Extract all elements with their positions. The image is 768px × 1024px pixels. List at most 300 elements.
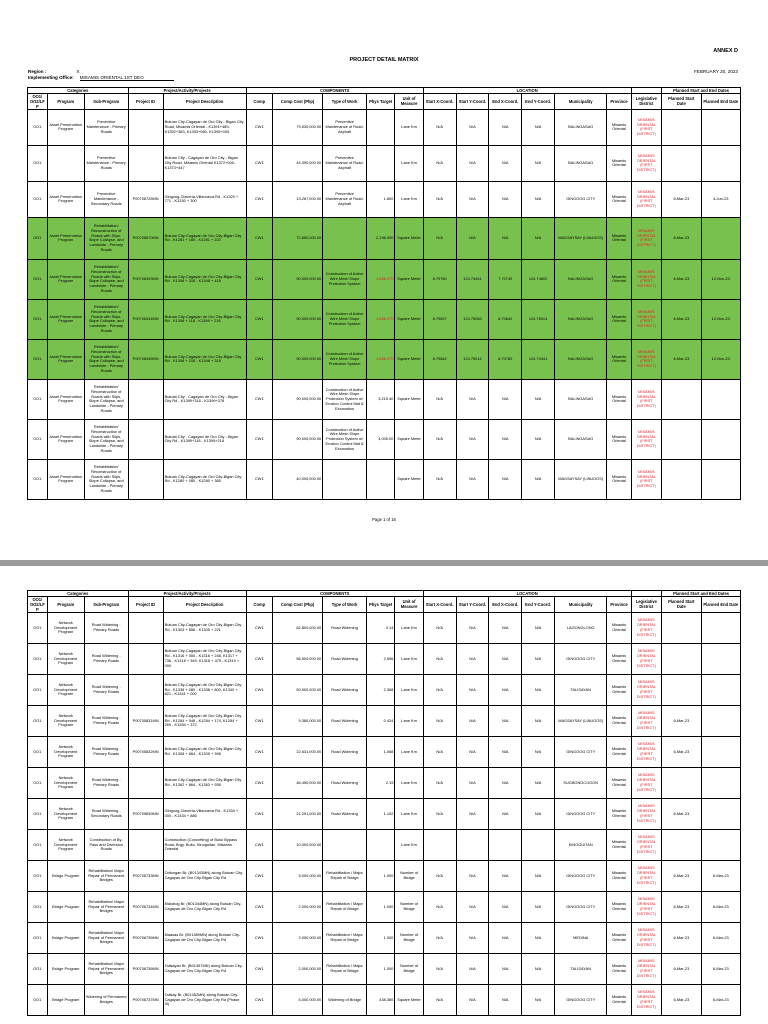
cell-pid: [128, 829, 163, 860]
cell-program: Asset Preservation Program: [47, 379, 84, 419]
cell-sy: N/A: [456, 181, 489, 217]
cell-comp: CW1: [246, 339, 272, 379]
cell-program: Bridge Program: [47, 891, 84, 922]
cell-ex: N/A: [489, 705, 522, 736]
cell-comp: CW1: [246, 984, 272, 1015]
cell-oo: OO1: [28, 705, 48, 736]
cell-program: Network Development Program: [47, 612, 84, 643]
cell-unit: Lane Km: [395, 674, 423, 705]
cell-start: 6-Mar-23: [662, 736, 701, 767]
cell-muni: GINGOOG CITY: [554, 860, 606, 891]
cell-program: Asset Preservation Program: [47, 459, 84, 499]
cell-work: Road Widening: [323, 674, 367, 705]
cell-ey: N/A: [522, 181, 555, 217]
cell-muni: TALISAYAN: [554, 953, 606, 984]
cell-target: [366, 459, 394, 499]
cell-sub: Rehabilitation/ Reconstruction of Roads with Slips, Slope Collapse, and Landslide - Primary Roads: [84, 339, 128, 379]
cell-district: MISAMIS ORIENTAL (FIRST DISTRICT): [631, 736, 662, 767]
cell-target: 1.068: [366, 736, 394, 767]
cell-program: Network Development Program: [47, 767, 84, 798]
cell-end: [701, 705, 740, 736]
cell-ey: N/A: [522, 953, 555, 984]
cell-sy: 124.75014: [456, 339, 489, 379]
cell-muni: GINGOOG CITY: [554, 891, 606, 922]
cell-sy: [456, 829, 489, 860]
cell-work: Road Widening: [323, 736, 367, 767]
cell-target: 1.000: [366, 953, 394, 984]
cell-ey: N/A: [522, 891, 555, 922]
cell-muni: GINGOOG CITY: [554, 643, 606, 674]
cell-start: 6-Mar-23: [662, 299, 701, 339]
cell-ex: N/A: [489, 798, 522, 829]
column-header: Unit of Measure: [395, 597, 423, 613]
cell-prov: Misamis Oriental: [607, 984, 631, 1015]
cell-end: [701, 767, 740, 798]
cell-district: MISAMIS ORIENTAL (FIRST DISTRICT): [631, 612, 662, 643]
cell-pid: [128, 674, 163, 705]
cell-program: Network Development Program: [47, 798, 84, 829]
cell-sub: Construction of By-Pass and Diversion Roads: [84, 829, 128, 860]
cell-unit: Number of Bridge: [395, 922, 423, 953]
cell-prov: Misamis Oriental: [607, 299, 631, 339]
cell-district: MISAMIS ORIENTAL (FIRST DISTRICT): [631, 459, 662, 499]
cell-district: MISAMIS ORIENTAL (FIRST DISTRICT): [631, 379, 662, 419]
cell-sy: N/A: [456, 674, 489, 705]
cell-ex: N/A: [489, 459, 522, 499]
cell-muni: MAGSAYSAY (LINUGOS): [554, 217, 606, 259]
group-header-categories: Categories: [28, 591, 129, 597]
cell-sx: N/A: [423, 984, 456, 1015]
column-header: Legislative District: [631, 94, 662, 110]
cell-sub: Widening of Permanent Bridges: [84, 984, 128, 1015]
cell-ex: N/A: [489, 984, 522, 1015]
cell-program: Bridge Program: [47, 984, 84, 1015]
cell-desc: Malubog Br. (B01344MN) along Butuan City-Cagayan de Oro City-Bigan City Rd: [163, 891, 246, 922]
cell-ex: N/A: [489, 419, 522, 459]
cell-end: 6-Mar-23: [701, 860, 740, 891]
column-header: Municipality: [554, 94, 606, 110]
cell-prov: Misamis Oriental: [607, 612, 631, 643]
cell-cost: 10,000,000.00: [272, 829, 322, 860]
cell-comp: CW1: [246, 145, 272, 181]
cell-ey: N/A: [522, 736, 555, 767]
cell-muni: BALINGASAG: [554, 339, 606, 379]
group-header-schedule: Planned Start and End Dates: [662, 591, 741, 597]
cell-ey: N/A: [522, 922, 555, 953]
cell-prov: Misamis Oriental: [607, 181, 631, 217]
cell-cost: 46,450,000.00: [272, 767, 322, 798]
cell-work: Road Widening: [323, 612, 367, 643]
cell-oo: OO1: [28, 922, 48, 953]
cell-muni: LAGONGLONG: [554, 612, 606, 643]
cell-sx: N/A: [423, 705, 456, 736]
cell-oo: OO1: [28, 612, 48, 643]
cell-muni: BALINGASAG: [554, 379, 606, 419]
cell-ex: N/A: [489, 891, 522, 922]
column-header: Comp Cost (Php): [272, 597, 322, 613]
cell-sub: Road Widening - Primary Roads: [84, 736, 128, 767]
region-line: [28, 69, 79, 74]
table-row: [28, 181, 741, 217]
cell-sub: Rehabilitation/ Major Repair of Permanent Bridges: [84, 891, 128, 922]
cell-work: Road Widening: [323, 767, 367, 798]
cell-target: 1.000: [366, 922, 394, 953]
cell-comp: CW1: [246, 299, 272, 339]
group-header-components: COMPONENTS: [246, 591, 423, 597]
cell-ey: N/A: [522, 674, 555, 705]
cell-unit: Lane Km: [395, 181, 423, 217]
cell-prov: Misamis Oriental: [607, 643, 631, 674]
cell-target: 0.424: [366, 705, 394, 736]
column-header: Program: [47, 94, 84, 110]
cell-sx: N/A: [423, 109, 456, 145]
cell-ex: N/A: [489, 643, 522, 674]
cell-sx: N/A: [423, 860, 456, 891]
cell-pid: P00705831MN: [128, 705, 163, 736]
cell-sy: N/A: [456, 419, 489, 459]
cell-ey: N/A: [522, 984, 555, 1015]
cell-pid: [128, 767, 163, 798]
cell-comp: CW1: [246, 767, 272, 798]
cell-sub: Rehabilitation/ Major Repair of Permanent Bridges: [84, 922, 128, 953]
cell-program: Bridge Program: [47, 953, 84, 984]
cell-district: MISAMIS ORIENTAL (FIRST DISTRICT): [631, 109, 662, 145]
cell-comp: CW1: [246, 705, 272, 736]
column-header: OO1/ OO2/LFP: [28, 597, 48, 613]
cell-target: 1.800: [366, 181, 394, 217]
cell-muni: TALISAYAN: [554, 674, 606, 705]
table-row: [28, 798, 741, 829]
cell-work: Preventive Maintenance of Road: Asphalt: [323, 145, 367, 181]
cell-district: MISAMIS ORIENTAL (FIRST DISTRICT): [631, 891, 662, 922]
cell-pid: P00706734MN: [128, 891, 163, 922]
cell-sy: N/A: [456, 922, 489, 953]
cell-sy: N/A: [456, 798, 489, 829]
column-header: Type of Work: [323, 597, 367, 613]
cell-oo: OO1: [28, 145, 48, 181]
table-row: [28, 145, 741, 181]
cell-start: 6-Mar-23: [662, 984, 701, 1015]
column-header: Start Y-Coord.: [456, 94, 489, 110]
cell-pid: P00705839MN: [128, 798, 163, 829]
cell-desc: Butuan City - Cagayan de Oro City - Bigan City Rd - K1399+118 - K1399+218: [163, 419, 246, 459]
cell-district: MISAMIS ORIENTAL (FIRST DISTRICT): [631, 217, 662, 259]
cell-ey: N/A: [522, 767, 555, 798]
cell-sub: Road Widening - Primary Roads: [84, 705, 128, 736]
cell-work: Road Widening: [323, 798, 367, 829]
cell-program: Asset Preservation Program: [47, 299, 84, 339]
column-header: Unit of Measure: [395, 94, 423, 110]
cell-ey: N/A: [522, 459, 555, 499]
cell-sub: Rehabilitation/ Major Repair of Permanent Bridges: [84, 953, 128, 984]
cell-ex: 8.70780: [489, 339, 522, 379]
cell-sub: Rehabilitation/ Reconstruction of Roads with Slips, Slope Collapse, and Landslide - Primary Roads: [84, 299, 128, 339]
cell-ey: N/A: [522, 109, 555, 145]
cell-target: 2.15: [366, 767, 394, 798]
cell-unit: Lane Km: [395, 829, 423, 860]
table-row: [28, 922, 741, 953]
table-row: [28, 299, 741, 339]
cell-program: Asset Preservation Program: [47, 419, 84, 459]
cell-sub: Preventive Maintenance - Primary Roads: [84, 145, 128, 181]
cell-sx: 8.70780: [423, 259, 456, 299]
cell-prov: Misamis Oriental: [607, 767, 631, 798]
cell-oo: OO1: [28, 891, 48, 922]
cell-desc: Gingoog-Claveria-Villanueva Rd - K1329 + 771 - K1330 + 300: [163, 181, 246, 217]
cell-district: MISAMIS ORIENTAL (FIRST DISTRICT): [631, 145, 662, 181]
cell-target: 4,656.070: [366, 259, 394, 299]
cell-prov: Misamis Oriental: [607, 145, 631, 181]
cell-end: 12-Nov-23: [701, 259, 740, 299]
cell-end: [701, 674, 740, 705]
column-header: Province: [607, 94, 631, 110]
cell-program: Bridge Program: [47, 922, 84, 953]
cell-muni: KINOGUITAN: [554, 829, 606, 860]
cell-end: [701, 379, 740, 419]
cell-work: Preventive Maintenance of Road: Asphalt: [323, 181, 367, 217]
cell-prov: Misamis Oriental: [607, 419, 631, 459]
cell-pid: P00705832MN: [128, 736, 163, 767]
cell-ex: N/A: [489, 860, 522, 891]
cell-sx: N/A: [423, 798, 456, 829]
cell-end: 6-Mar-23: [701, 984, 740, 1015]
cell-district: MISAMIS ORIENTAL (FIRST DISTRICT): [631, 181, 662, 217]
cell-comp: CW1: [246, 829, 272, 860]
group-header-ppa: Project/Activity/Projects: [128, 591, 246, 597]
cell-unit: Square Meter: [395, 984, 423, 1015]
cell-cost: 90,000,000.00: [272, 259, 322, 299]
cell-district: MISAMIS ORIENTAL (FIRST DISTRICT): [631, 953, 662, 984]
cell-unit: Square Meter: [395, 339, 423, 379]
cell-pid: P00706344MN: [128, 299, 163, 339]
cell-comp: CW1: [246, 379, 272, 419]
cell-ey: N/A: [522, 643, 555, 674]
table-row: [28, 459, 741, 499]
cell-sy: N/A: [456, 612, 489, 643]
cell-ey: N/A: [522, 419, 555, 459]
cell-sub: Preventive Maintenance - Primary Roads: [84, 109, 128, 145]
cell-sy: N/A: [456, 459, 489, 499]
cell-unit: Lane Km: [395, 643, 423, 674]
cell-cost: 90,000,000.00: [272, 299, 322, 339]
cell-ex: N/A: [489, 181, 522, 217]
cell-sy: N/A: [456, 145, 489, 181]
cell-cost: 62,800,000.00: [272, 612, 322, 643]
column-header: Start Y-Coord.: [456, 597, 489, 613]
cell-comp: CW1: [246, 643, 272, 674]
cell-comp: CW1: [246, 612, 272, 643]
group-header-location: LOCATION: [423, 88, 631, 94]
cell-sx: N/A: [423, 217, 456, 259]
cell-prov: Misamis Oriental: [607, 736, 631, 767]
cell-desc: Butuan City-Cagayan de Oro City-Bigan City Rd - K1316 + 050 - K1316 + 248, K1317 + 736 - K1318 + 349, K1318 + 479 - K1319 + 000: [163, 643, 246, 674]
cell-desc: Butuan City-Cagayan de Oro City-Bigan City Rd - K1398 + 218 - K1398 + 318: [163, 339, 246, 379]
cell-prov: Misamis Oriental: [607, 459, 631, 499]
cell-program: Network Development Program: [47, 829, 84, 860]
cell-sub: Road Widening - Primary Roads: [84, 767, 128, 798]
cell-cost: 40,000,000.00: [272, 459, 322, 499]
cell-oo: OO1: [28, 217, 48, 259]
cell-end: [701, 736, 740, 767]
cell-ex: 8.70842: [489, 299, 522, 339]
cell-ey: N/A: [522, 860, 555, 891]
cell-oo: OO1: [28, 798, 48, 829]
cell-start: [662, 109, 701, 145]
cell-desc: Butuan City-Cagayan de Oro City-Bigan City Rd - K1338 + 080 - K1338 + 800, K1340 + 821 - K1341 + 000: [163, 674, 246, 705]
group-header-components: COMPONENTS: [246, 88, 423, 94]
cell-pid: P00706725MN: [128, 181, 163, 217]
column-header: Project ID: [128, 597, 163, 613]
cell-desc: Butuan City-Cagayan de Oro City-Bigan City Rd - K1362 + 864 - K1363 + 936: [163, 767, 246, 798]
cell-ex: N/A: [489, 612, 522, 643]
column-header: Start X-Coord.: [423, 597, 456, 613]
cell-target: 3.14: [366, 612, 394, 643]
document-date: FEBRUARY 20, 2023: [693, 69, 738, 74]
cell-end: [701, 217, 740, 259]
cell-unit: Square Meter: [395, 459, 423, 499]
cell-cost: 79,530,000.00: [272, 109, 322, 145]
table-row: [28, 217, 741, 259]
cell-pid: P00706737MN: [128, 984, 163, 1015]
cell-unit: Lane Km: [395, 145, 423, 181]
cell-end: [701, 419, 740, 459]
cell-unit: Lane Km: [395, 767, 423, 798]
cell-sub: Road Widening - Primary Roads: [84, 612, 128, 643]
column-header: Project Description: [163, 94, 246, 110]
cell-work: Construction of Active Wire Mesh Slope Protection System w/ Erosion Control Mat & Excavation: [323, 419, 367, 459]
cell-muni: GINGOOG CITY: [554, 798, 606, 829]
cell-sx: N/A: [423, 419, 456, 459]
cell-target: 3,215.40: [366, 379, 394, 419]
cell-district: MISAMIS ORIENTAL (FIRST DISTRICT): [631, 860, 662, 891]
column-header: End Y-Coord.: [522, 94, 555, 110]
table-row: [28, 860, 741, 891]
cell-ey: 124.74802: [522, 259, 555, 299]
cell-sx: N/A: [423, 674, 456, 705]
cell-prov: Misamis Oriental: [607, 259, 631, 299]
cell-cost: 44,390,000.00: [272, 145, 322, 181]
cell-desc: Talisay Br. (B01352MN) along Butuan City-Cagayan de Oro City-Bigan City Rd (Phase III): [163, 984, 246, 1015]
cell-desc: Butuan City-Cagayan de Oro City-Bigan City Rd - K1281 + 180 - K1281 + 222: [163, 217, 246, 259]
cell-start: 6-Mar-23: [662, 922, 701, 953]
cell-comp: CW1: [246, 181, 272, 217]
column-header: Province: [607, 597, 631, 613]
cell-sub: Rehabilitation/ Reconstruction of Roads with Slips, Slope Collapse, and Landslide - Primary Roads: [84, 379, 128, 419]
cell-comp: CW1: [246, 419, 272, 459]
cell-program: Network Development Program: [47, 705, 84, 736]
table-row: [28, 109, 741, 145]
cell-work: [323, 459, 367, 499]
cell-cost: 50,900,000.00: [272, 674, 322, 705]
table-row: [28, 643, 741, 674]
cell-desc: Talisayan Br. (B01357MN) along Butuan City-Cagayan de Oro City-Bigan City Rd: [163, 953, 246, 984]
column-header: End X-Coord.: [489, 94, 522, 110]
column-header: OO1/ OO2/LFP: [28, 94, 48, 110]
cell-sx: N/A: [423, 922, 456, 953]
column-header: Planned Start Date: [662, 597, 701, 613]
cell-unit: Square Meter: [395, 217, 423, 259]
cell-work: [323, 829, 367, 860]
cell-ey: [522, 829, 555, 860]
cell-sx: N/A: [423, 767, 456, 798]
cell-desc: Butuan City-Cagayan de Oro City-Bigan City Rd - K1308 + 864 - K1309 + 398: [163, 736, 246, 767]
cell-sx: 8.70842: [423, 339, 456, 379]
group-header-categories: Categories: [28, 88, 129, 94]
cell-comp: CW1: [246, 259, 272, 299]
cell-desc: Butuan City - Cagayan de Oro City - Bigan City Road, Misamis Oriental K1372+000- K1373+447: [163, 145, 246, 181]
cell-end: 6-Mar-23: [701, 953, 740, 984]
cell-sy: 124.75083: [456, 299, 489, 339]
table-row: [28, 953, 741, 984]
cell-district: MISAMIS ORIENTAL (FIRST DISTRICT): [631, 259, 662, 299]
cell-sub: Rehabilitation/ Major Repair of Permanent Bridges: [84, 860, 128, 891]
cell-end: 6-Mar-23: [701, 891, 740, 922]
cell-ex: N/A: [489, 109, 522, 145]
cell-target: [366, 829, 394, 860]
cell-ex: N/A: [489, 953, 522, 984]
cell-program: Bridge Program: [47, 860, 84, 891]
column-header: Planned End Date: [701, 597, 740, 613]
cell-program: Network Development Program: [47, 674, 84, 705]
cell-sub: Rehabilitation/ Reconstruction of Roads with Slips, Slope Collapse, and Landslide - Primary Roads: [84, 259, 128, 299]
cell-sub: Rehabilitation/ Reconstruction of Roads with Slips, Slope Collapse, and Landslide - Primary Roads: [84, 459, 128, 499]
cell-prov: Misamis Oriental: [607, 674, 631, 705]
cell-pid: P00706670MN: [128, 217, 163, 259]
cell-pid: P00706733MN: [128, 860, 163, 891]
cell-ey: N/A: [522, 145, 555, 181]
cell-sy: N/A: [456, 767, 489, 798]
cell-comp: CW1: [246, 798, 272, 829]
cell-end: [701, 798, 740, 829]
cell-cost: 5,000,000.00: [272, 984, 322, 1015]
cell-district: MISAMIS ORIENTAL (FIRST DISTRICT): [631, 643, 662, 674]
cell-oo: OO1: [28, 829, 48, 860]
document-page-2: [0, 566, 768, 1024]
cell-work: Widening of Bridge: [323, 984, 367, 1015]
cell-pid: [128, 643, 163, 674]
cell-program: Asset Preservation Program: [47, 181, 84, 217]
cell-comp: CW1: [246, 674, 272, 705]
region-value: X: [76, 69, 80, 74]
group-header-location: LOCATION: [423, 591, 631, 597]
page-number: Page 1 of 16: [372, 517, 396, 522]
group-header-schedule: Planned Start and End Dates: [662, 88, 741, 94]
cell-oo: OO1: [28, 984, 48, 1015]
table-row: [28, 984, 741, 1015]
cell-oo: OO1: [28, 736, 48, 767]
cell-start: 6-Mar-23: [662, 953, 701, 984]
cell-muni: BALINGASAG: [554, 259, 606, 299]
cell-oo: OO1: [28, 109, 48, 145]
cell-work: Construction of Active Wire Mesh Slope Protection System: [323, 299, 367, 339]
cell-start: 6-Mar-23: [662, 798, 701, 829]
cell-sx: N/A: [423, 181, 456, 217]
cell-comp: CW1: [246, 736, 272, 767]
cell-work: Construction of Active Wire Mesh Slope Protection System w/ Erosion Control Mat & Excavation: [323, 379, 367, 419]
cell-sub: Road Widening - Primary Roads: [84, 643, 128, 674]
cell-comp: CW1: [246, 217, 272, 259]
cell-district: MISAMIS ORIENTAL (FIRST DISTRICT): [631, 339, 662, 379]
cell-ey: N/A: [522, 798, 555, 829]
cell-prov: Misamis Oriental: [607, 217, 631, 259]
cell-sx: N/A: [423, 643, 456, 674]
cell-ey: 124.75014: [522, 299, 555, 339]
cell-prov: Misamis Oriental: [607, 379, 631, 419]
column-header: Comp Cost (Php): [272, 94, 322, 110]
project-matrix-table-page-2: [27, 590, 741, 1016]
column-header: End X-Coord.: [489, 597, 522, 613]
project-matrix-table-page-1: [27, 87, 741, 500]
